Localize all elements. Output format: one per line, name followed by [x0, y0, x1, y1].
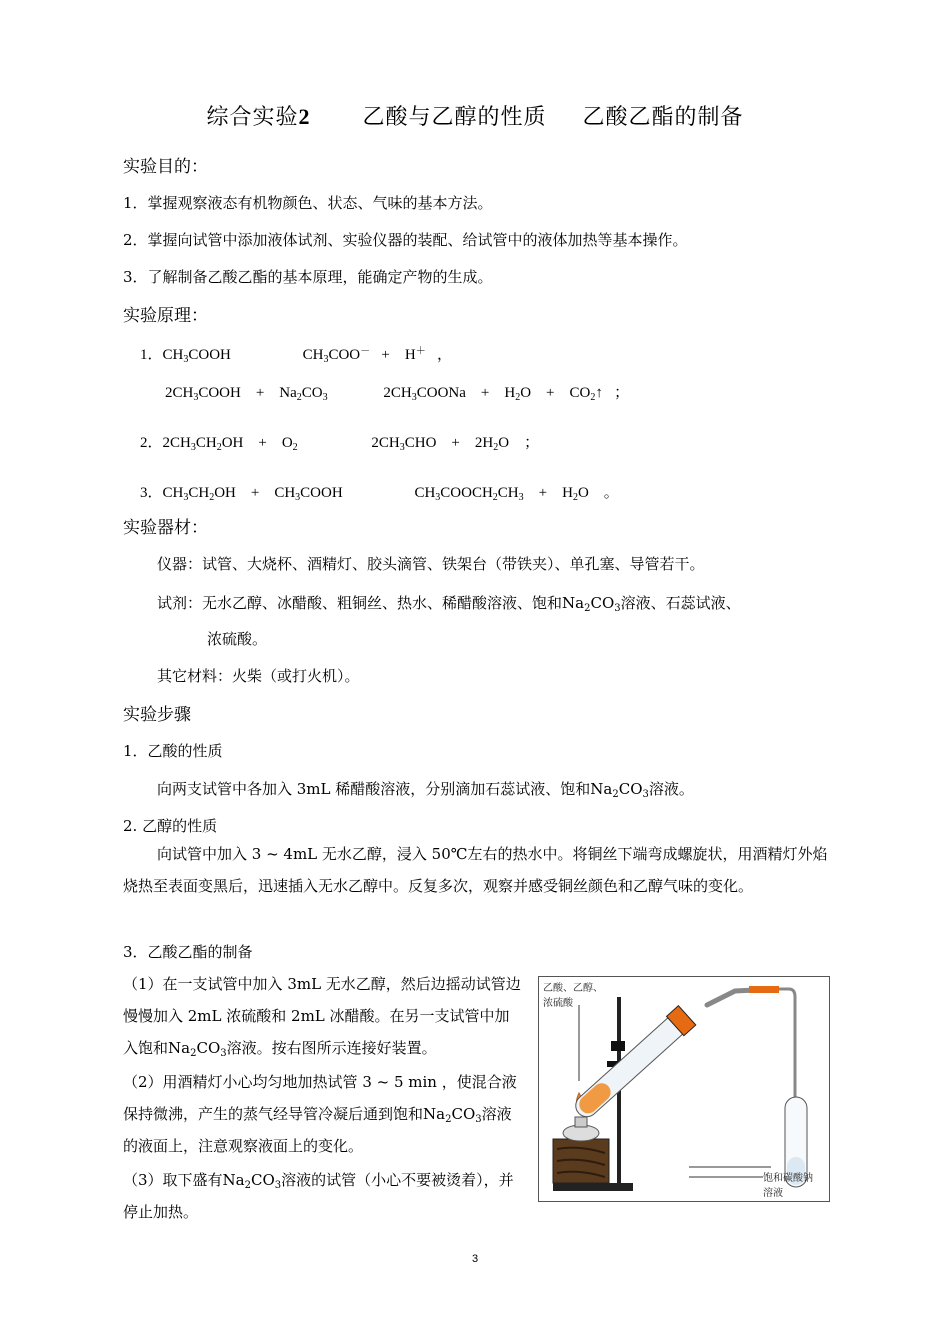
materials-heading: 实验器材： [123, 518, 208, 538]
equation-2: 2．$2CH_3CH_2OH$ + $O_2$ $2CH_3CHO$ + $2H_2O$ ； [140, 435, 540, 453]
step-3-part-2: （2）用酒精灯小心均匀地加热试管 3 ~ 5 min ，使混合液保持微沸，产生的蒸气经导管冷凝后通到饱和$Na_2CO_3$溶液的液面上，注意观察液面上的变化。 [123, 1073, 517, 1155]
step-3-part-3: （3）取下盛有$Na_2CO_3$溶液的试管（小心不要被烫着），并停止加热。 [123, 1171, 514, 1221]
step-2-heading: 2. 乙醇的性质 [123, 817, 218, 835]
materials-other: 其它材料：火柴（或打火机）。 [157, 667, 360, 685]
title-number: 2 [298, 104, 311, 129]
purpose-item-3: 3．了解制备乙酸乙酯的基本原理，能确定产物的生成。 [123, 268, 493, 286]
title-prefix: 综合实验 [206, 105, 299, 130]
equation-1b: $2CH_3COOH$ + $Na_2CO_3$ $2CH_3COONa$ + $H_2O$ + $CO_2↑$ ； [165, 385, 630, 403]
figure-label-reactants: 乙酸、乙醇、 浓硫酸 [543, 983, 603, 1009]
title-part2: 乙酸乙酯的制备 [582, 105, 744, 130]
equation-3: 3．$CH_3CH_2OH$ + $CH_3COOH$ $CH_3COOCH_2CH_3$ + $H_2O$ 。 [140, 485, 619, 503]
materials-reagents: 试剂：无水乙醇、冰醋酸、粗铜丝、热水、稀醋酸溶液、饱和$Na_2CO_3$溶液、石蕊试液、 [157, 594, 741, 614]
page-number: 3 [471, 1253, 479, 1265]
apparatus-figure [538, 976, 830, 1202]
steps-heading: 实验步骤 [123, 705, 191, 725]
step-3-heading: 3．乙酸乙酯的制备 [123, 943, 253, 961]
tube-connector [749, 986, 779, 993]
step-3-part-1: （1）在一支试管中加入 3mL 无水乙醇，然后边摇动试管边慢慢加入 2mL 浓硫酸和 2mL 冰醋酸。在另一支试管中加入饱和$Na_2CO_3$溶液。按右图所示连接好装置。 [123, 975, 521, 1059]
purpose-heading: 实验目的： [123, 157, 208, 177]
step-2-text: 向试管中加入 3 ~ 4mL 无水乙醇，浸入 50℃左右的热水中。将铜丝下端弯成螺旋状，用酒精灯外焰烧热至表面变黑后，迅速插入无水乙醇中。反复多次，观察并感受铜丝颜色和乙醇气味的变化。 [123, 845, 828, 895]
apparatus-diagram [539, 977, 829, 1201]
materials-instruments: 仪器：试管、大烧杯、酒精灯、胶头滴管、铁架台（带铁夹）、单孔塞、导管若干。 [157, 555, 705, 573]
figure-label-receiver: 饱和碳酸钠 溶液 [763, 1173, 813, 1199]
materials-reagents-cont: 浓硫酸。 [207, 630, 268, 648]
equation-1a: 1．$CH_3COOH$ $CH_3COO^-$ + H＋ ， [140, 346, 452, 365]
purpose-item-1: 1．掌握观察液态有机物颜色、状态、气味的基本方法。 [123, 194, 493, 212]
principle-heading: 实验原理： [123, 306, 208, 326]
page-title [0, 100, 950, 131]
step-1-heading: 1．乙酸的性质 [123, 742, 223, 760]
reaction-tube [570, 1006, 696, 1123]
title-part1: 乙酸与乙醇的性质 [362, 105, 547, 130]
step-1-text: 向两支试管中各加入 3mL 稀醋酸溶液，分别滴加石蕊试液、饱和$Na_2CO_3$溶液。 [157, 780, 694, 800]
clamp-upper [611, 1041, 625, 1051]
purpose-item-2: 2．掌握向试管中添加液体试剂、实验仪器的装配、给试管中的液体加热等基本操作。 [123, 231, 688, 249]
